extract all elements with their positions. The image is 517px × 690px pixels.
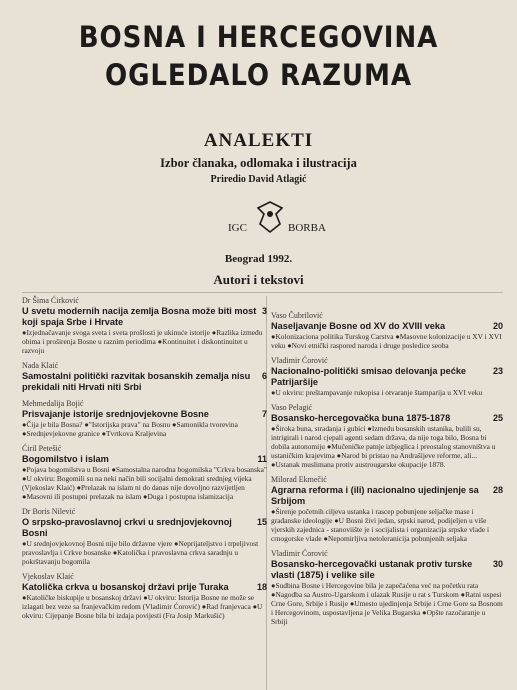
entry-title bbox=[22, 409, 267, 420]
entry-page-number: 30 bbox=[492, 559, 503, 569]
entry-description: ●Čija je bila Bosna? ●"Istorijska prava" na Bosnu ●Samonikla tvorevina ●Srednjevjekovne granice ●Tvrtkova Kraljevina bbox=[22, 420, 238, 438]
entry-title bbox=[22, 582, 267, 593]
toc-entry bbox=[271, 549, 503, 626]
entry-page-number: 6 bbox=[261, 371, 267, 381]
book-title-line-2: OGLEDALO RAZUMA bbox=[104, 58, 412, 92]
toc-entry bbox=[271, 356, 503, 397]
entry-description: ●Širenje početnih ciljeva ustanka i rascep pobunjene seljačke mase i građanske ideologije ●U Bosni živi jedan, srpski narod, podijeljen u više vjerskih zajednica - stanoviište je i socijalista i organizacija srpske vlade i crnogorske vlade ●Nepomirljiva netoleranicija pobunjenih seljaka bbox=[271, 507, 490, 543]
entry-title bbox=[22, 371, 267, 393]
entry-title-text: Bosansko-hercegovački ustanak protiv turske vlasti (1875) i velike sile bbox=[271, 559, 473, 580]
entry-author: Vjekoslav Klaić bbox=[22, 572, 74, 581]
toc-entry bbox=[22, 296, 267, 355]
toc-left-column bbox=[22, 296, 267, 626]
entry-page-number: 3 bbox=[261, 306, 267, 316]
entry-description: ●Sudbina Bosne i Hercegovine bila je zapečaćena već na početku rata ●Nagodba sa Austro-Ugarskom i ulazak Rusije u rat s Turskom ●Ratni uspesi Crne Gore, Srbije i Rusije ●Umesto ujedinjenja Srbije i Crne Gore sa Bosnom i Hercegovinom, uspostavljena je Velika Bugarska ●Opšte razočaranje u Srbiji bbox=[271, 581, 503, 626]
toc-entry bbox=[271, 403, 503, 469]
entry-page-number: 11 bbox=[257, 454, 267, 464]
entry-description: ●Izjednačavanje svoga sveta i sveta prošlosti je ukinuće istorije ●Razlika između obima i proširenja Bosne u raznim periodima ●Kontinuitet i diskontinuitet u razvoju bbox=[22, 328, 263, 355]
entry-title-text: Nacionalno-politički smisao delovanja pećke Patrijaršije bbox=[271, 366, 467, 387]
entry-title bbox=[271, 366, 503, 388]
toc-entry bbox=[22, 361, 267, 393]
book-description: Izbor članaka, odlomaka i ilustracija bbox=[160, 156, 357, 170]
entry-author: Vaso Čubrilović bbox=[271, 311, 323, 320]
toc-entry bbox=[271, 475, 503, 543]
place-year: Beograd 1992. bbox=[224, 253, 293, 265]
entry-title bbox=[271, 321, 503, 332]
entry-title bbox=[271, 413, 503, 424]
entry-title bbox=[22, 454, 267, 465]
entry-page-number: 18 bbox=[256, 582, 267, 592]
entry-title bbox=[22, 306, 267, 328]
subtitle: ANALEKTI bbox=[203, 130, 314, 151]
entry-author: Nada Klaić bbox=[22, 361, 59, 370]
entry-title-text: Samostalni politički razvitak bosanskih zemalja nisu prekidali niti Hrvati niti Srbi bbox=[22, 371, 251, 392]
entry-author: Milorad Ekmečić bbox=[271, 475, 327, 484]
entry-author: Vaso Pelagić bbox=[271, 403, 313, 412]
entry-title-text: Katolička crkva u bosanskoj državi prije Turaka bbox=[22, 582, 229, 592]
entry-author: Vladimir Ćorović bbox=[271, 549, 328, 558]
bird-emblem-icon bbox=[256, 200, 284, 236]
toc-entry bbox=[271, 311, 503, 350]
publisher-borba: BORBA bbox=[288, 222, 326, 234]
entry-author: Vladimir Ćorović bbox=[271, 356, 328, 365]
entry-title bbox=[271, 559, 503, 581]
book-title-line-1: BOSNA I HERCEGOVINA bbox=[78, 20, 439, 54]
entry-description: ●Katoličke biskupije u bosanskoj državi ●U okviru: Istorija Bosne ne može se izlagati bez veze sa franjevačkim redom (Vladimir Ćorović) ●Rad franjevaca ●U okviru: Cijepanje Bosne bila bi izdaja povijesti (Fra Josip Markušić) bbox=[22, 593, 263, 620]
toc-right-column bbox=[271, 311, 503, 632]
toc-entry bbox=[22, 399, 267, 438]
entry-title bbox=[22, 517, 267, 539]
entry-page-number: 20 bbox=[492, 321, 503, 331]
entry-title bbox=[271, 485, 503, 507]
entry-author: Dr Boris Nilević bbox=[22, 507, 76, 516]
entry-title-text: U svetu modernih nacija zemlja Bosna može biti most koji spaja Srbe i Hrvate bbox=[22, 306, 257, 327]
entry-title-text: Bogomilstvo i islam bbox=[22, 454, 109, 464]
divider-horizontal bbox=[22, 292, 503, 293]
publisher-logo bbox=[228, 200, 338, 244]
publisher-igc: IGC bbox=[228, 222, 247, 234]
entry-page-number: 25 bbox=[492, 413, 503, 423]
entry-description: ●U okviru: preštampavanje rukopisa i otvaranje štamparija u XVI veku bbox=[271, 388, 483, 397]
entry-author: Dr Šima Ćirković bbox=[22, 296, 79, 305]
toc-entry bbox=[22, 572, 267, 620]
entry-title-text: Agrarna reforma i (ili) nacionalno ujedinjenje sa Srbijom bbox=[271, 485, 479, 506]
toc-entry bbox=[22, 444, 267, 501]
entry-page-number: 23 bbox=[492, 366, 503, 376]
entry-author: Ćiril Petešić bbox=[22, 444, 62, 453]
entry-title-text: Bosansko-hercegovačka buna 1875-1878 bbox=[271, 413, 451, 423]
section-title: Autori i tekstovi bbox=[213, 272, 304, 287]
editor-line: Priredio David Atlagić bbox=[210, 174, 307, 185]
toc-entry bbox=[22, 507, 267, 566]
entry-page-number: 28 bbox=[492, 485, 503, 495]
entry-description: ●Pojava bogomilstva u Bosni ●Samostalna narodna bogomilska "Crkva bosanska" ●U okviru: Bogomili su na neki način bili socijalni demokrati srednjeg vijeka (Vjekoslav Klaić) ●Prelazak na islam ni do danas nije dovoljno razvijetljen ●Masovni ili postupni prelazak na islam ●Duga i postupna islamizacija bbox=[22, 465, 267, 501]
entry-title-text: O srpsko-pravoslavnoj crkvi u srednjovjekovnoj Bosni bbox=[22, 517, 232, 538]
entry-title-text: Prisvajanje istorije srednjovjekovne Bosne bbox=[22, 409, 209, 419]
entry-description: ●Kolonizaciona politika Turskog Carstva ●Masovne kolonizacije u XV i XVI veku ●Novi etnički raspored naroda i druge posledice seoba bbox=[271, 332, 502, 350]
entry-description: ●Široka buna, stradanja i gubici ●Između bosanskih ustanika, bulili su, intrigirali i narod cjepali agenti sedam država, da nije toga bilo, Bosna bi dobila autonomiju ●Mučeničke patnje izbjeglica i preostalog stanovništva u ustaničkim krajevima ●Narod bi pristao na Andrašijeve reforme, ali... ●Ustanak muslimana protiv austrougarske okupacije 1878. bbox=[271, 424, 496, 469]
entry-title-text: Naseljavanje Bosne od XV do XVIII veka bbox=[271, 321, 446, 331]
entry-page-number: 15 bbox=[256, 517, 267, 527]
entry-description: ●U srednjovjekovnoj Bosni nije bilo državne vjere ●Neprijateljstvo i trpeljivost pravoslavlja i Crkve bosanske ●Katolička i pravoslavna crkva saradnju u pokrštavanju bogomila bbox=[22, 539, 259, 566]
entry-author: Mehmedalija Bojić bbox=[22, 399, 84, 408]
entry-page-number: 7 bbox=[261, 409, 267, 419]
